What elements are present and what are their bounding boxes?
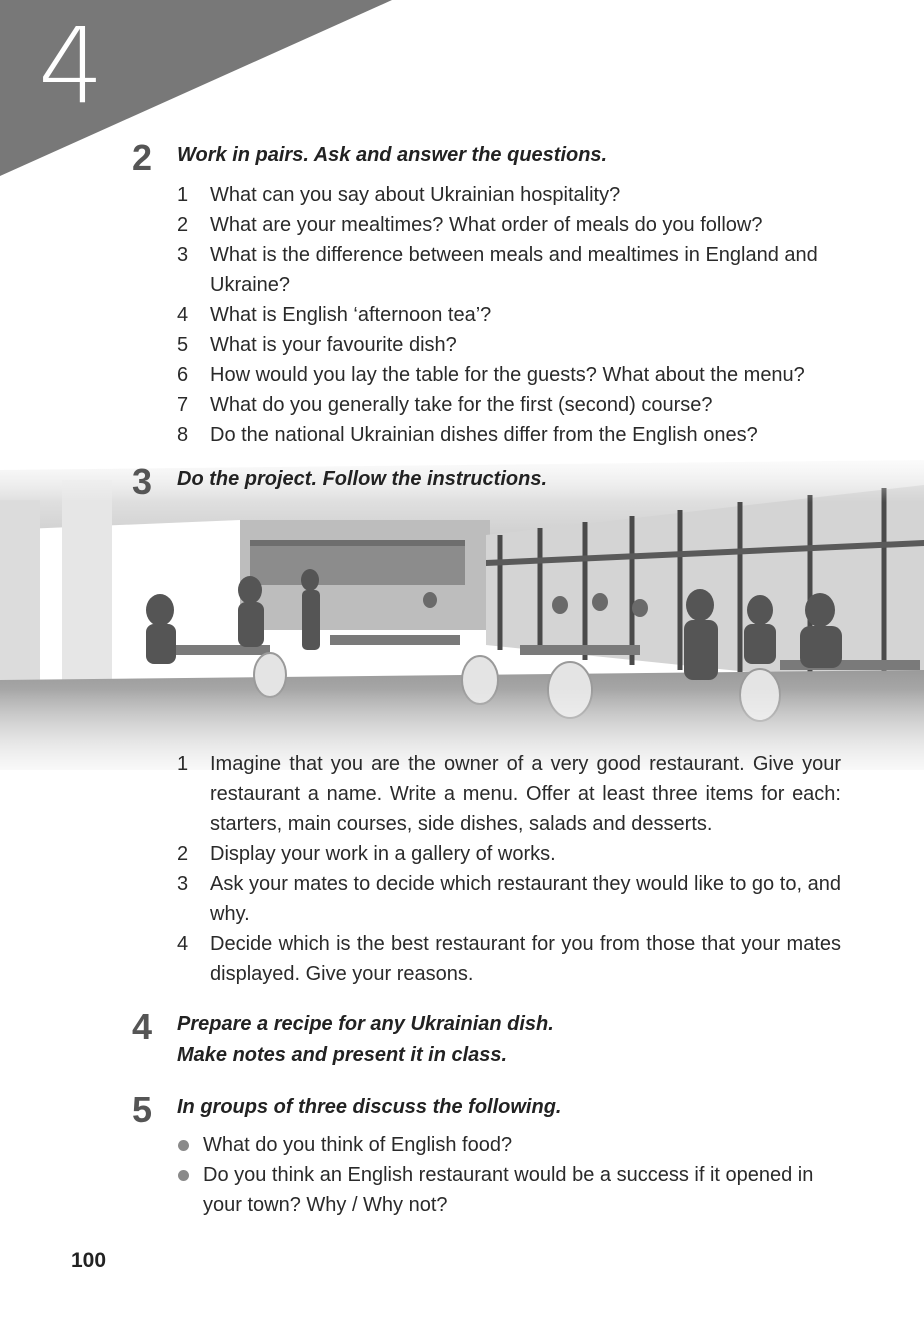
page-number: 100	[71, 1249, 107, 1272]
bullet-icon	[178, 1170, 189, 1181]
list-item: 2 Display your work in a gallery of works.	[177, 843, 556, 865]
exercise-5-number: 5	[132, 1089, 153, 1130]
exercise-3-instructions	[177, 749, 841, 989]
exercise-2-questions	[177, 180, 841, 450]
list-item: 5 What is your favourite dish?	[177, 334, 457, 356]
list-item: 7 What do you generally take for the first (second) course?	[177, 394, 713, 416]
list-item: 6 How would you lay the table for the guests? What about the menu?	[177, 364, 805, 386]
list-item: 1 What can you say about Ukrainian hospitality?	[177, 184, 621, 206]
bullet-icon	[178, 1140, 189, 1151]
list-item: 8 Do the national Ukrainian dishes differ from the English ones?	[177, 424, 758, 446]
list-item: Do you think an English restaurant would be a success if it opened in your town? Why / Why not?	[177, 1160, 841, 1220]
exercise-4-title-line1: Prepare a recipe for any Ukrainian dish.	[177, 1013, 554, 1035]
list-item: 4 Decide which is the best restaurant for you from those that your mates displayed. Give your reasons.	[177, 933, 841, 985]
exercise-3-number: 3	[132, 461, 153, 502]
list-item: 2 What are your mealtimes? What order of meals do you follow?	[177, 214, 763, 236]
list-item: 1 Imagine that you are the owner of a very good restaurant. Give your restaurant a name. Write a menu. Offer at least three items for each: starters, main courses, side dishes, salads and desserts.	[177, 753, 841, 835]
unit-number: 4	[38, 5, 105, 127]
list-item: 3 Ask your mates to decide which restaurant they would like to go to, and why.	[177, 873, 841, 925]
list-item: 4 What is English ‘afternoon tea’?	[177, 304, 492, 326]
exercise-2-title: Work in pairs. Ask and answer the questions.	[177, 144, 608, 166]
list-item: 3 What is the difference between meals and mealtimes in England and Ukraine?	[177, 244, 818, 296]
list-item: What do you think of English food?	[177, 1130, 841, 1160]
exercise-2-number: 2	[132, 137, 153, 178]
exercise-3-title: Do the project. Follow the instructions.	[177, 468, 548, 490]
exercise-4-title-line2: Make notes and present it in class.	[177, 1044, 508, 1066]
exercise-5-title: In groups of three discuss the following.	[177, 1096, 562, 1118]
exercise-4-number: 4	[132, 1006, 153, 1047]
exercise-5-discussion-points	[177, 1130, 841, 1220]
